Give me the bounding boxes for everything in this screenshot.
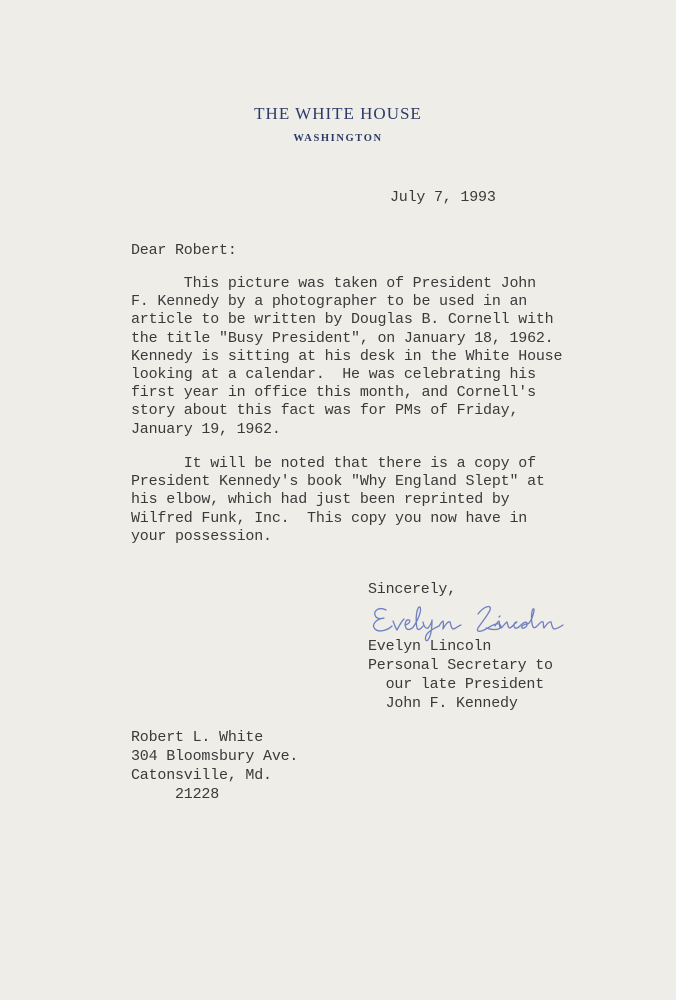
letterhead-title: THE WHITE HOUSE: [254, 104, 422, 123]
closing: Sincerely,: [368, 581, 457, 598]
letter-date: July 7, 1993: [390, 189, 496, 206]
salutation: Dear Robert:: [131, 242, 237, 259]
signer-block: Evelyn Lincoln Personal Secretary to our late President John F. Kennedy: [368, 638, 553, 712]
letterhead-subtitle: WASHINGTON: [293, 133, 383, 144]
recipient-address: Robert L. White 304 Bloomsbury Ave. Catonsville, Md. 21228: [131, 729, 299, 803]
body-paragraph-2: It will be noted that there is a copy of President Kennedy's book "Why England Slept" at his elbow, which had just been reprinted by Wilfred Funk, Inc. This copy you now have in your possession.: [131, 455, 545, 545]
body-paragraph-1: This picture was taken of President John F. Kennedy by a photographer to be used in an article to be written by Douglas B. Cornell with the title "Busy President", on January 18, 1962. Kennedy is sitting at his desk in the White House looking at a calendar. He was celebrating his first year in office this month, and Cornell's story about this fact was for PMs of Friday, January 19, 1962.: [131, 275, 563, 438]
handwritten-signature: [366, 588, 586, 644]
